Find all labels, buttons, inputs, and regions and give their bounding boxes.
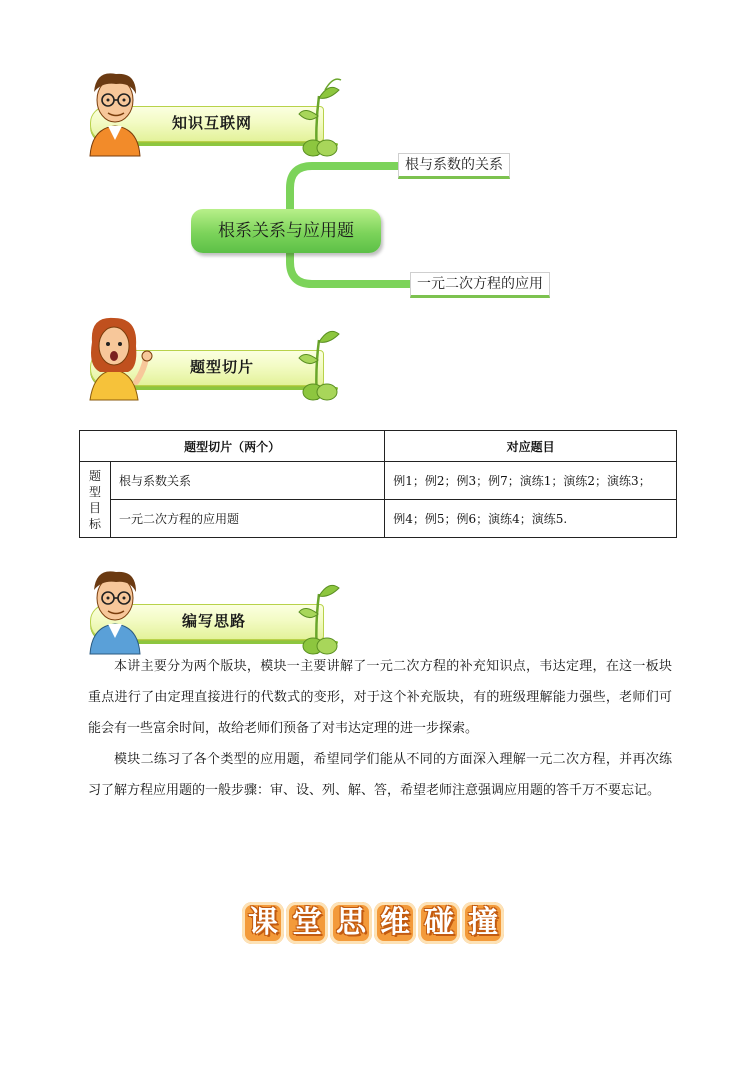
table-header-cell: 题型切片（两个）	[80, 431, 385, 462]
mindmap-branch-quadratic-applications: 一元二次方程的应用	[410, 272, 550, 298]
body-paragraph: 模块二练习了各个类型的应用题，希望同学们能从不同的方面深入理解一元二次方程，并再次练习了解方程应用题的一般步骤：审、设、列、解、答，希望老师注意强调应用题的答千万不要忘记。	[88, 752, 672, 798]
body-paragraph: 本讲主要分为两个版块，模块一主要讲解了一元二次方程的补充知识点，韦达定理，在这一板块重点进行了由定理直接进行的代数式的变形，对于这个补充版块，有的班级理解能力强些，老师们可能会有一些富余时间，故给老师们预备了对韦达定理的进一步探索。	[88, 659, 672, 736]
table-row	[80, 500, 677, 538]
section-banner-writing-approach	[80, 566, 345, 656]
mindmap-connectors	[0, 0, 756, 320]
table-cell-items: 例1；例2；例3；例7；演练1；演练2；演练3；	[385, 462, 677, 500]
title-char: 碰	[418, 902, 460, 944]
title-char: 思	[330, 902, 372, 944]
table-cell-items: 例4；例5；例6；演练4；演练5.	[385, 500, 677, 538]
sprout-icon	[295, 574, 345, 656]
topic-table	[79, 430, 677, 538]
table-cell-topic: 一元二次方程的应用题	[111, 500, 385, 538]
title-char: 课	[242, 902, 284, 944]
mindmap-center-node: 根系关系与应用题	[191, 209, 381, 253]
section-title: 知识互联网	[172, 114, 253, 132]
sprout-icon	[295, 320, 345, 402]
table-header-row	[80, 431, 677, 462]
title-char: 撞	[462, 902, 504, 944]
girl-waving-icon	[80, 312, 155, 402]
section-banner-topic-slices	[80, 312, 345, 402]
table-side-label: 题 型 目 标	[80, 462, 111, 538]
boy-with-glasses-icon	[80, 566, 150, 656]
title-char: 堂	[286, 902, 328, 944]
table-header-cell: 对应题目	[385, 431, 677, 462]
classroom-thinking-title	[242, 902, 504, 948]
mindmap-branch-roots-coefficients: 根与系数的关系	[398, 153, 510, 179]
section-title: 题型切片	[190, 358, 255, 376]
table-cell-topic: 根与系数关系	[111, 462, 385, 500]
title-char: 维	[374, 902, 416, 944]
section-title: 编写思路	[182, 612, 247, 630]
table-row	[80, 462, 677, 500]
